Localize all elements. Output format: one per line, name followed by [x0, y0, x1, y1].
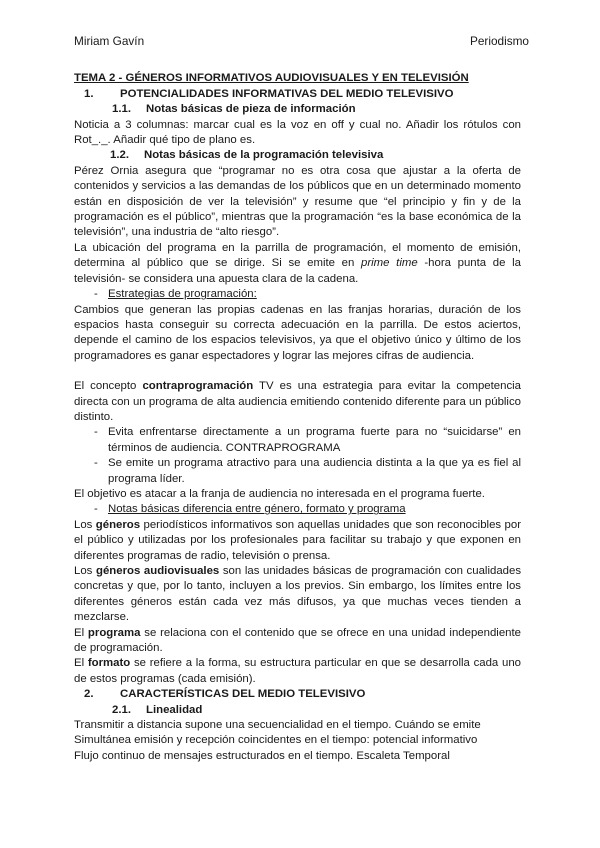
section-2-number: 2.	[84, 688, 94, 701]
bullet-notas	[74, 502, 521, 517]
line-simultanea: Simultánea emisión y recepción coincidentes en el tiempo: potencial informativo	[74, 734, 478, 747]
text-run: se relaciona con el contenido que se ofrece en una unidad independiente de programación.	[74, 626, 521, 655]
section-1-2-heading	[74, 148, 521, 163]
bold-term: contraprogramación	[142, 380, 254, 393]
paragraph-formato	[74, 656, 521, 687]
section-2-heading	[74, 687, 521, 702]
section-1-2-title: Notas básicas de la programación televisiva	[144, 149, 384, 162]
section-2-1-title: Linealidad	[146, 703, 203, 716]
text-run: TV es una estrategia para evitar la competencia directa con un programa de alta audiencia emitiendo contenido diferente para un público distinto.	[74, 380, 522, 423]
paragraph-programa	[74, 626, 521, 657]
bullet-text: Se emite un programa atractivo para una audiencia distinta a la que ya es fiel al programa líder.	[108, 457, 521, 485]
section-1-number: 1.	[84, 87, 94, 100]
page-header	[74, 34, 529, 49]
spacer	[74, 364, 521, 379]
bullet-emite	[74, 456, 521, 487]
text-run: periodísticos informativos son aquellas unidades que son reconocibles por el público y utilizadas por los profesionales para facilitar su trabajo y que exponen en diferentes programas de radio, televisión o prensa.	[74, 518, 521, 562]
bullet-dash: -	[94, 288, 98, 301]
paragraph-generos-audiovisuales	[74, 564, 521, 626]
bullet-evita	[74, 425, 521, 456]
paragraph-contraprogramacion	[74, 379, 521, 425]
italic-term: prime time	[361, 257, 418, 270]
section-2-1-heading	[74, 703, 521, 718]
section-1-1-heading	[74, 102, 521, 117]
paragraph-perez-ornia: Pérez Ornia asegura que “programar no es otra cosa que ajustar a la oferta de contenidos y servicios a las demandas de los públicos que en un determinado momento están en disposición de ver la televisión” y resume que “el principio y fin y de la programación es el público”, mientras que la programación “es la base económica de la televisión”, una industria de “alto riesgo”.	[74, 164, 521, 239]
paragraph-ubicacion	[74, 241, 521, 287]
document-title: TEMA 2 - GÉNEROS INFORMATIVOS AUDIOVISUALES Y EN TELEVISIÓN	[74, 72, 469, 85]
section-2-1-number: 2.1.	[112, 703, 131, 716]
bullet-dash: -	[94, 503, 98, 516]
paragraph-noticia: Noticia a 3 columnas: marcar cual es la voz en off y cual no. Añadir los rótulos con Rot_._. Añadir qué tipo de plano es.	[74, 118, 521, 147]
bullet-text: Notas básicas diferencia entre género, formato y programa	[108, 503, 406, 516]
bullet-text: Evita enfrentarse directamente a un programa fuerte para no “suicidarse” en términos de audiencia. CONTRAPROGRAMA	[108, 426, 521, 454]
section-2-title: CARACTERÍSTICAS DEL MEDIO TELEVISIVO	[120, 688, 366, 701]
line-flujo: Flujo continuo de mensajes estructurados en el tiempo. Escaleta Temporal	[74, 749, 450, 762]
bold-term: programa	[87, 626, 141, 639]
text-run: Los	[74, 518, 96, 531]
bullet-text: Estrategias de programación:	[108, 288, 257, 301]
text-run: La ubicación del programa en la parrilla de programación, el momento de emisión, determina al público que se dirige. Si se emite en	[74, 241, 521, 270]
text-run: -hora punta de la televisión- se considera una apuesta clara de la cadena.	[74, 257, 521, 285]
bullet-estrategias	[74, 287, 521, 302]
paragraph-cambios: Cambios que generan las propias cadenas en las franjas horarias, duración de los espacios hasta conseguir su correcta adecuación en la parrilla. De estos aciertos, depende el camino de los espacios televisivos, ya que el objetivo único y último de los programadores es ganar espectadores y lograr las mejores cifras de audiencia.	[74, 303, 521, 362]
line-transmitir: Transmitir a distancia supone una secuencialidad en el tiempo. Cuándo se emite	[74, 719, 481, 732]
text-run: se refiere a la forma, su estructura particular en que se desarrolla cada uno de estos programas (cada emisión).	[74, 657, 521, 685]
section-1-1-title: Notas básicas de pieza de información	[146, 103, 356, 116]
bold-term: géneros	[95, 518, 141, 531]
section-1-1-number: 1.1.	[112, 103, 131, 116]
section-1-2-number: 1.2.	[110, 149, 129, 162]
text-run: El concepto	[74, 380, 143, 393]
bold-term: géneros audiovisuales	[95, 565, 220, 577]
section-1-heading	[74, 87, 521, 102]
paragraph-generos	[74, 518, 521, 564]
text-run: El	[74, 626, 88, 639]
paragraph-objetivo: El objetivo es atacar a la franja de audiencia no interesada en el programa fuerte.	[74, 487, 485, 500]
section-1-title: POTENCIALIDADES INFORMATIVAS DEL MEDIO TELEVISIVO	[120, 87, 454, 100]
bullet-dash: -	[94, 426, 98, 439]
text-run: El	[74, 657, 88, 670]
author-name: Miriam Gavín	[74, 34, 145, 48]
bullet-dash: -	[94, 457, 98, 470]
subject-name: Periodismo	[469, 34, 529, 48]
bold-term: formato	[87, 657, 131, 670]
text-run: Los	[74, 565, 96, 577]
text-run: son las unidades básicas de programación con cualidades concretas y que, por lo tanto, incluyen a los previos. Sin embargo, los límites entre los diferentes géneros están cada vez más difusos, ya que muchas veces tienden a mezclarse.	[74, 565, 522, 624]
